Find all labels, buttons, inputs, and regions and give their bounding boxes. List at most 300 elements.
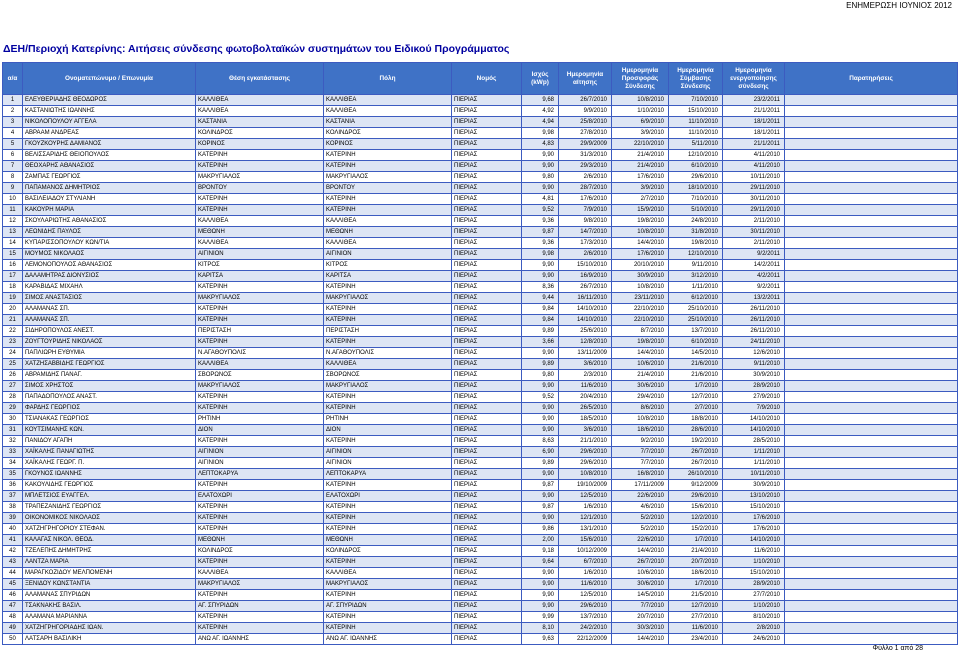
table-cell: ΒΡΟΝΤΟΥ: [324, 183, 452, 194]
table-cell: 14: [3, 238, 23, 249]
table-cell: ΚΑΛΛΙΘΕΑ: [196, 95, 324, 106]
table-cell: 2/7/2010: [669, 403, 723, 414]
table-cell: 33: [3, 447, 23, 458]
table-cell: ΠΙΕΡΙΑΣ: [452, 612, 522, 623]
table-cell: [785, 579, 958, 590]
table-cell: 30/9/2010: [723, 480, 785, 491]
table-cell: 3: [3, 117, 23, 128]
table-row: [3, 216, 958, 227]
table-cell: 23/2/2011: [723, 95, 785, 106]
table-cell: 25/6/2010: [559, 326, 612, 337]
table-cell: ΠΙΕΡΙΑΣ: [452, 106, 522, 117]
table-body: [3, 95, 958, 645]
table-cell: 19/10/2009: [559, 480, 612, 491]
table-row: [3, 579, 958, 590]
table-cell: ΚΑΛΛΙΘΕΑ: [196, 568, 324, 579]
table-cell: 22/10/2010: [612, 315, 669, 326]
table-cell: ΚΟΛΙΝΔΡΟΣ: [196, 546, 324, 557]
column-header: Ημερομηνία ενεργοποίησης σύνδεσης: [723, 63, 785, 95]
table-row: [3, 359, 958, 370]
table-cell: 9,80: [522, 172, 559, 183]
table-cell: ΤΖΕΛΕΠΗΣ ΔΗΜΗΤΡΗΣ: [23, 546, 196, 557]
table-cell: 9/8/2010: [559, 216, 612, 227]
table-cell: [785, 348, 958, 359]
table-cell: 26/11/2010: [723, 315, 785, 326]
table-cell: ΚΑΤΕΡΙΝΗ: [196, 480, 324, 491]
table-cell: 8,63: [522, 436, 559, 447]
table-cell: ΚΑΤΕΡΙΝΗ: [196, 282, 324, 293]
table-cell: 20/7/2010: [612, 612, 669, 623]
table-cell: 17/6/2010: [612, 172, 669, 183]
table-cell: 47: [3, 601, 23, 612]
table-cell: 26/7/2010: [559, 95, 612, 106]
table-cell: 18/6/2010: [669, 568, 723, 579]
table-cell: 4,83: [522, 139, 559, 150]
table-cell: 20/10/2010: [612, 260, 669, 271]
table-cell: 1/10/2010: [723, 601, 785, 612]
page-footer: Φύλλο 1 από 28: [872, 645, 923, 652]
table-cell: 24/11/2010: [723, 337, 785, 348]
table-cell: 15/10/2010: [723, 502, 785, 513]
table-cell: ΧΑΤΖΗΓΡΗΓΟΡΙΟΥ ΣΤΕΦΑΝ.: [23, 524, 196, 535]
table-cell: [785, 293, 958, 304]
table-cell: ΔΑΛΑΜΗΤΡΑΣ ΔΙΟΝΥΣΙΟΣ: [23, 271, 196, 282]
table-cell: ΦΑΡΔΗΣ ΓΕΩΡΓΙΟΣ: [23, 403, 196, 414]
table-cell: 9,90: [522, 414, 559, 425]
table-cell: ΤΣΑΚΝΑΚΗΣ ΒΑΣΙΛ.: [23, 601, 196, 612]
table-row: [3, 238, 958, 249]
table-cell: 21/6/2010: [669, 370, 723, 381]
table-row: [3, 183, 958, 194]
table-cell: 17/6/2010: [723, 513, 785, 524]
applications-table: [2, 62, 958, 645]
table-cell: ΠΙΕΡΙΑΣ: [452, 337, 522, 348]
table-cell: ΠΙΕΡΙΑΣ: [452, 172, 522, 183]
table-cell: ΚΟΛΙΝΔΡΟΣ: [324, 546, 452, 557]
table-row: [3, 271, 958, 282]
table-cell: [785, 205, 958, 216]
table-cell: 12/8/2010: [559, 337, 612, 348]
table-cell: 18: [3, 282, 23, 293]
table-cell: ΑΒΡΑΑΜ ΑΝΔΡΕΑΣ: [23, 128, 196, 139]
table-cell: ΜΑΚΡΥΓΙΑΛΟΣ: [196, 172, 324, 183]
table-cell: 31/3/2010: [559, 150, 612, 161]
table-cell: 9,90: [522, 469, 559, 480]
table-cell: ΠΙΕΡΙΑΣ: [452, 271, 522, 282]
table-cell: 2/3/2010: [559, 370, 612, 381]
table-cell: ΚΑΤΕΡΙΝΗ: [196, 337, 324, 348]
table-row: [3, 117, 958, 128]
table-cell: 8: [3, 172, 23, 183]
table-cell: 2: [3, 106, 23, 117]
table-cell: 10/8/2010: [559, 469, 612, 480]
table-cell: ΑΙΓΙΝΙΟΝ: [324, 458, 452, 469]
table-row: [3, 128, 958, 139]
table-cell: 21: [3, 315, 23, 326]
table-cell: 14/10/2010: [723, 535, 785, 546]
table-cell: 14/10/2010: [723, 414, 785, 425]
table-row: [3, 480, 958, 491]
table-row: [3, 172, 958, 183]
table-cell: ΚΥΠΑΡΙΣΣΟΠΟΥΛΟΥ ΚΩΝ/ΤΙΑ: [23, 238, 196, 249]
column-header: Πόλη: [324, 63, 452, 95]
table-cell: 41: [3, 535, 23, 546]
table-cell: 9,90: [522, 260, 559, 271]
table-cell: ΚΑΤΕΡΙΝΗ: [324, 524, 452, 535]
table-row: [3, 315, 958, 326]
table-cell: ΠΙΕΡΙΑΣ: [452, 513, 522, 524]
table-cell: 4: [3, 128, 23, 139]
table-cell: ΟΙΚΟΝΟΜΙΚΟΣ ΝΙΚΟΛΑΟΣ: [23, 513, 196, 524]
table-cell: [785, 513, 958, 524]
table-cell: ΠΙΕΡΙΑΣ: [452, 557, 522, 568]
table-cell: 7/7/2010: [612, 447, 669, 458]
table-row: [3, 403, 958, 414]
table-cell: 26/7/2010: [669, 458, 723, 469]
table-cell: 11/10/2010: [669, 128, 723, 139]
table-row: [3, 392, 958, 403]
table-cell: 9,98: [522, 128, 559, 139]
table-cell: 9/2/2010: [612, 436, 669, 447]
table-cell: ΕΛΑΤΟΧΩΡΙ: [196, 491, 324, 502]
table-cell: 17/3/2010: [559, 238, 612, 249]
table-cell: ΠΙΕΡΙΑΣ: [452, 579, 522, 590]
table-cell: 9,90: [522, 381, 559, 392]
table-cell: ΚΟΡΙΝΟΣ: [324, 139, 452, 150]
table-cell: ΠΙΕΡΙΑΣ: [452, 139, 522, 150]
table-cell: ΚΑΤΕΡΙΝΗ: [324, 392, 452, 403]
table-cell: ΠΙΕΡΙΑΣ: [452, 95, 522, 106]
table-cell: ΚΑΛΑΓΑΣ ΝΙΚΟΛ. ΘΕΟΔ.: [23, 535, 196, 546]
table-cell: 8/6/2010: [612, 403, 669, 414]
table-row: [3, 348, 958, 359]
table-row: [3, 282, 958, 293]
table-cell: 14/4/2010: [612, 238, 669, 249]
table-cell: 28/6/2010: [669, 425, 723, 436]
table-cell: [785, 634, 958, 645]
table-cell: ΠΙΕΡΙΑΣ: [452, 282, 522, 293]
table-cell: 3/9/2010: [612, 128, 669, 139]
table-cell: 9,90: [522, 579, 559, 590]
table-cell: ΚΑΛΛΙΘΕΑ: [324, 106, 452, 117]
table-cell: [785, 359, 958, 370]
table-cell: 9,87: [522, 227, 559, 238]
table-cell: ΣΚΟΥΛΑΡΙΩΤΗΣ ΑΘΑΝΑΣΙΟΣ: [23, 216, 196, 227]
table-cell: ΚΑΤΕΡΙΝΗ: [324, 205, 452, 216]
table-cell: [785, 304, 958, 315]
table-cell: 11/10/2010: [669, 117, 723, 128]
table-cell: [785, 315, 958, 326]
table-cell: 17/6/2010: [559, 194, 612, 205]
table-cell: 1/10/2010: [612, 106, 669, 117]
table-cell: 9,84: [522, 304, 559, 315]
table-cell: 4/11/2010: [723, 161, 785, 172]
table-cell: 15: [3, 249, 23, 260]
table-cell: ΣΙΔΗΡΟΠΟΥΛΟΣ ΑΝΕΣΤ.: [23, 326, 196, 337]
table-cell: 44: [3, 568, 23, 579]
table-cell: 24/6/2010: [723, 634, 785, 645]
table-cell: 21/4/2010: [612, 161, 669, 172]
table-cell: 24/2/2010: [559, 623, 612, 634]
table-cell: ΠΙΕΡΙΑΣ: [452, 117, 522, 128]
table-cell: ΚΑΛΛΙΘΕΑ: [196, 359, 324, 370]
table-cell: ΚΑΤΕΡΙΝΗ: [324, 480, 452, 491]
table-cell: [785, 623, 958, 634]
table-cell: [785, 381, 958, 392]
table-row: [3, 601, 958, 612]
table-cell: 29/9/2009: [559, 139, 612, 150]
table-cell: ΚΑΛΛΙΘΕΑ: [324, 359, 452, 370]
table-cell: 9,52: [522, 205, 559, 216]
table-row: [3, 458, 958, 469]
table-cell: 23/4/2010: [669, 634, 723, 645]
table-cell: 30: [3, 414, 23, 425]
table-cell: ΠΙΕΡΙΑΣ: [452, 194, 522, 205]
table-cell: 40: [3, 524, 23, 535]
table-cell: ΚΑΤΕΡΙΝΗ: [324, 513, 452, 524]
table-cell: ΠΙΕΡΙΑΣ: [452, 425, 522, 436]
table-cell: ΚΑΤΕΡΙΝΗ: [196, 161, 324, 172]
table-row: [3, 381, 958, 392]
table-cell: 9,36: [522, 238, 559, 249]
table-cell: [785, 491, 958, 502]
table-cell: [785, 612, 958, 623]
table-cell: ΧΑΤΖΗΓΡΗΓΟΡΙΑΔΗΣ ΙΩΑΝ.: [23, 623, 196, 634]
table-cell: ΒΡΟΝΤΟΥ: [196, 183, 324, 194]
table-cell: 9,98: [522, 249, 559, 260]
table-cell: ΒΑΣΙΛΕΙΑΔΟΥ ΣΤΥΛΙΑΝΗ: [23, 194, 196, 205]
table-cell: 10/8/2010: [612, 414, 669, 425]
table-cell: 5/2/2010: [612, 513, 669, 524]
table-cell: 13/7/2010: [559, 612, 612, 623]
table-cell: 29/6/2010: [559, 458, 612, 469]
table-cell: ΚΑΤΕΡΙΝΗ: [324, 161, 452, 172]
table-cell: 13/1/2010: [559, 524, 612, 535]
table-cell: ΜΑΚΡΥΓΙΑΛΟΣ: [196, 579, 324, 590]
table-cell: 6/9/2010: [612, 117, 669, 128]
table-cell: 18/10/2010: [669, 183, 723, 194]
table-cell: 6/10/2010: [669, 337, 723, 348]
table-cell: 8,36: [522, 282, 559, 293]
table-row: [3, 436, 958, 447]
table-cell: ΚΑΤΕΡΙΝΗ: [324, 194, 452, 205]
table-cell: 21/6/2010: [669, 359, 723, 370]
table-row: [3, 623, 958, 634]
table-cell: ΚΑΤΕΡΙΝΗ: [324, 403, 452, 414]
column-header: Παρατηρήσεις: [785, 63, 958, 95]
table-cell: 30/9/2010: [612, 271, 669, 282]
table-cell: ΚΑΛΛΙΘΕΑ: [324, 216, 452, 227]
table-cell: 7/9/2010: [559, 205, 612, 216]
table-cell: 17/11/2009: [612, 480, 669, 491]
table-row: [3, 414, 958, 425]
table-cell: 13/2/2011: [723, 293, 785, 304]
table-cell: ΚΑΤΕΡΙΝΗ: [196, 194, 324, 205]
table-cell: ΠΙΕΡΙΑΣ: [452, 535, 522, 546]
table-cell: ΑΝΩ ΑΓ. ΙΩΑΝΝΗΣ: [196, 634, 324, 645]
table-cell: [785, 436, 958, 447]
column-header: Ημερομηνία αίτησης: [559, 63, 612, 95]
table-cell: 15/6/2010: [669, 502, 723, 513]
table-cell: 12/5/2010: [559, 590, 612, 601]
table-cell: 26/7/2010: [612, 557, 669, 568]
table-cell: 18/1/2011: [723, 128, 785, 139]
table-cell: ΚΙΤΡΟΣ: [324, 260, 452, 271]
table-row: [3, 150, 958, 161]
table-cell: [785, 282, 958, 293]
table-cell: ΜΑΚΡΥΓΙΑΛΟΣ: [324, 381, 452, 392]
table-cell: ΠΕΡΙΣΤΑΣΗ: [324, 326, 452, 337]
table-cell: 19/8/2010: [612, 337, 669, 348]
table-cell: 27/7/2010: [669, 612, 723, 623]
table-cell: ΠΙΕΡΙΑΣ: [452, 238, 522, 249]
table-cell: 2/8/2010: [723, 623, 785, 634]
table-cell: [785, 414, 958, 425]
table-cell: 22/12/2009: [559, 634, 612, 645]
table-cell: [785, 117, 958, 128]
table-cell: Ν.ΑΓΑΘΟΥΠΟΛΙΣ: [324, 348, 452, 359]
table-cell: 1/7/2010: [669, 579, 723, 590]
table-header-row: [3, 63, 958, 95]
table-cell: 17: [3, 271, 23, 282]
table-cell: 29/4/2010: [612, 392, 669, 403]
table-cell: 14/10/2010: [559, 304, 612, 315]
table-cell: ΚΑΛΛΙΘΕΑ: [324, 568, 452, 579]
table-cell: [785, 524, 958, 535]
table-cell: 7/10/2010: [669, 95, 723, 106]
table-row: [3, 469, 958, 480]
table-cell: ΚΑΛΛΙΘΕΑ: [196, 238, 324, 249]
table-cell: 21/4/2010: [612, 370, 669, 381]
table-row: [3, 304, 958, 315]
table-cell: ΚΑΤΕΡΙΝΗ: [196, 392, 324, 403]
table-cell: ΠΙΕΡΙΑΣ: [452, 359, 522, 370]
table-cell: 6,90: [522, 447, 559, 458]
table-cell: 38: [3, 502, 23, 513]
table-cell: ΚΑΤΕΡΙΝΗ: [324, 304, 452, 315]
table-cell: 30/9/2010: [723, 370, 785, 381]
table-cell: ΚΟΡΙΝΟΣ: [196, 139, 324, 150]
table-cell: ΛΕΜΟΝΟΠΟΥΛΟΣ ΑΘΑΝΑΣΙΟΣ: [23, 260, 196, 271]
table-cell: ΜΟΥΜΟΣ ΝΙΚΟΛΑΟΣ: [23, 249, 196, 260]
table-cell: ΚΑΤΕΡΙΝΗ: [196, 590, 324, 601]
table-cell: 17/6/2010: [612, 249, 669, 260]
table-cell: 21/1/2011: [723, 106, 785, 117]
table-cell: 13: [3, 227, 23, 238]
table-cell: 9,86: [522, 524, 559, 535]
table-cell: ΤΡΑΠΕΖΑΝΙΔΗΣ ΓΕΩΡΓΙΟΣ: [23, 502, 196, 513]
table-cell: ΚΑΤΕΡΙΝΗ: [324, 590, 452, 601]
table-cell: [785, 557, 958, 568]
table-cell: 3/6/2010: [559, 425, 612, 436]
table-cell: [785, 161, 958, 172]
table-cell: ΜΑΚΡΥΓΙΑΛΟΣ: [324, 579, 452, 590]
table-cell: 28/7/2010: [559, 183, 612, 194]
table-cell: ΚΑΡΑΒΙΔΑΣ ΜΙΧΑΗΛ: [23, 282, 196, 293]
table-cell: [785, 238, 958, 249]
table-cell: 11/6/2010: [559, 381, 612, 392]
table-cell: 9/11/2010: [669, 260, 723, 271]
table-cell: ΚΑΤΕΡΙΝΗ: [196, 557, 324, 568]
table-cell: 9,89: [522, 326, 559, 337]
table-cell: ΤΣΙΑΝΑΚΑΣ ΓΕΩΡΓΙΟΣ: [23, 414, 196, 425]
table-row: [3, 491, 958, 502]
table-cell: ΜΠΛΕΤΣΙΟΣ ΕΥΑΓΓΕΛ.: [23, 491, 196, 502]
table-cell: 10/12/2009: [559, 546, 612, 557]
table-cell: ΚΑΤΕΡΙΝΗ: [196, 304, 324, 315]
table-cell: ΚΑΤΕΡΙΝΗ: [324, 436, 452, 447]
table-cell: 19/8/2010: [669, 238, 723, 249]
table-cell: 29/6/2010: [559, 447, 612, 458]
table-cell: 10: [3, 194, 23, 205]
table-cell: 6: [3, 150, 23, 161]
table-cell: ΚΑΤΕΡΙΝΗ: [196, 524, 324, 535]
table-cell: [785, 392, 958, 403]
table-cell: ΚΑΤΕΡΙΝΗ: [196, 403, 324, 414]
table-cell: 19/2/2010: [669, 436, 723, 447]
table-cell: 16/8/2010: [612, 469, 669, 480]
table-cell: ΚΑΛΛΙΘΕΑ: [324, 238, 452, 249]
table-cell: Ν.ΑΓΑΘΟΥΠΟΛΙΣ: [196, 348, 324, 359]
column-header: α/α: [3, 63, 23, 95]
table-cell: 5/2/2010: [612, 524, 669, 535]
table-cell: 13/10/2010: [723, 491, 785, 502]
table-cell: 12/1/2010: [559, 513, 612, 524]
table-cell: 9,18: [522, 546, 559, 557]
table-cell: [785, 216, 958, 227]
table-cell: ΠΙΕΡΙΑΣ: [452, 260, 522, 271]
table-cell: 10/11/2010: [723, 469, 785, 480]
table-cell: 25/10/2010: [669, 304, 723, 315]
table-cell: 29: [3, 403, 23, 414]
table-cell: 21/4/2010: [669, 546, 723, 557]
table-cell: 26/10/2010: [669, 469, 723, 480]
table-cell: 29/11/2010: [723, 183, 785, 194]
table-cell: ΚΑΤΕΡΙΝΗ: [196, 513, 324, 524]
table-cell: ΠΙΕΡΙΑΣ: [452, 392, 522, 403]
table-cell: 4,94: [522, 117, 559, 128]
table-cell: 9,90: [522, 150, 559, 161]
page-title: ΔΕΗ/Περιοχή Κατερίνης: Αιτήσεις σύνδεσης φωτοβολταϊκών συστημάτων του Ειδικού Προγράμματος: [3, 43, 510, 55]
table-cell: [785, 128, 958, 139]
table-cell: 2/6/2010: [559, 172, 612, 183]
table-cell: 22/10/2010: [612, 304, 669, 315]
table-cell: ΞΕΝΙΔΟΥ ΚΩΝΣΤΑΝΤΙΑ: [23, 579, 196, 590]
table-row: [3, 106, 958, 117]
table-cell: ΠΙΕΡΙΑΣ: [452, 315, 522, 326]
table-cell: ΕΛΕΥΘΕΡΙΑΔΗΣ ΘΕΟΔΩΡΟΣ: [23, 95, 196, 106]
table-row: [3, 194, 958, 205]
table-cell: ΚΑΛΛΙΘΕΑ: [324, 95, 452, 106]
table-cell: ΠΕΡΙΣΤΑΣΗ: [196, 326, 324, 337]
table-cell: 9: [3, 183, 23, 194]
table-cell: 12/5/2010: [559, 491, 612, 502]
table-cell: 12: [3, 216, 23, 227]
table-cell: ΠΙΕΡΙΑΣ: [452, 623, 522, 634]
table-cell: ΚΑΤΕΡΙΝΗ: [324, 557, 452, 568]
table-cell: 1/11/2010: [723, 458, 785, 469]
table-cell: ΑΙΓΙΝΙΟΝ: [324, 249, 452, 260]
table-cell: 8/7/2010: [612, 326, 669, 337]
table-cell: ΚΑΤΕΡΙΝΗ: [196, 612, 324, 623]
table-cell: [785, 469, 958, 480]
table-row: [3, 326, 958, 337]
table-cell: 28/9/2010: [723, 381, 785, 392]
table-cell: 22/6/2010: [612, 535, 669, 546]
table-cell: 1/7/2010: [669, 381, 723, 392]
table-cell: 11: [3, 205, 23, 216]
table-row: [3, 590, 958, 601]
